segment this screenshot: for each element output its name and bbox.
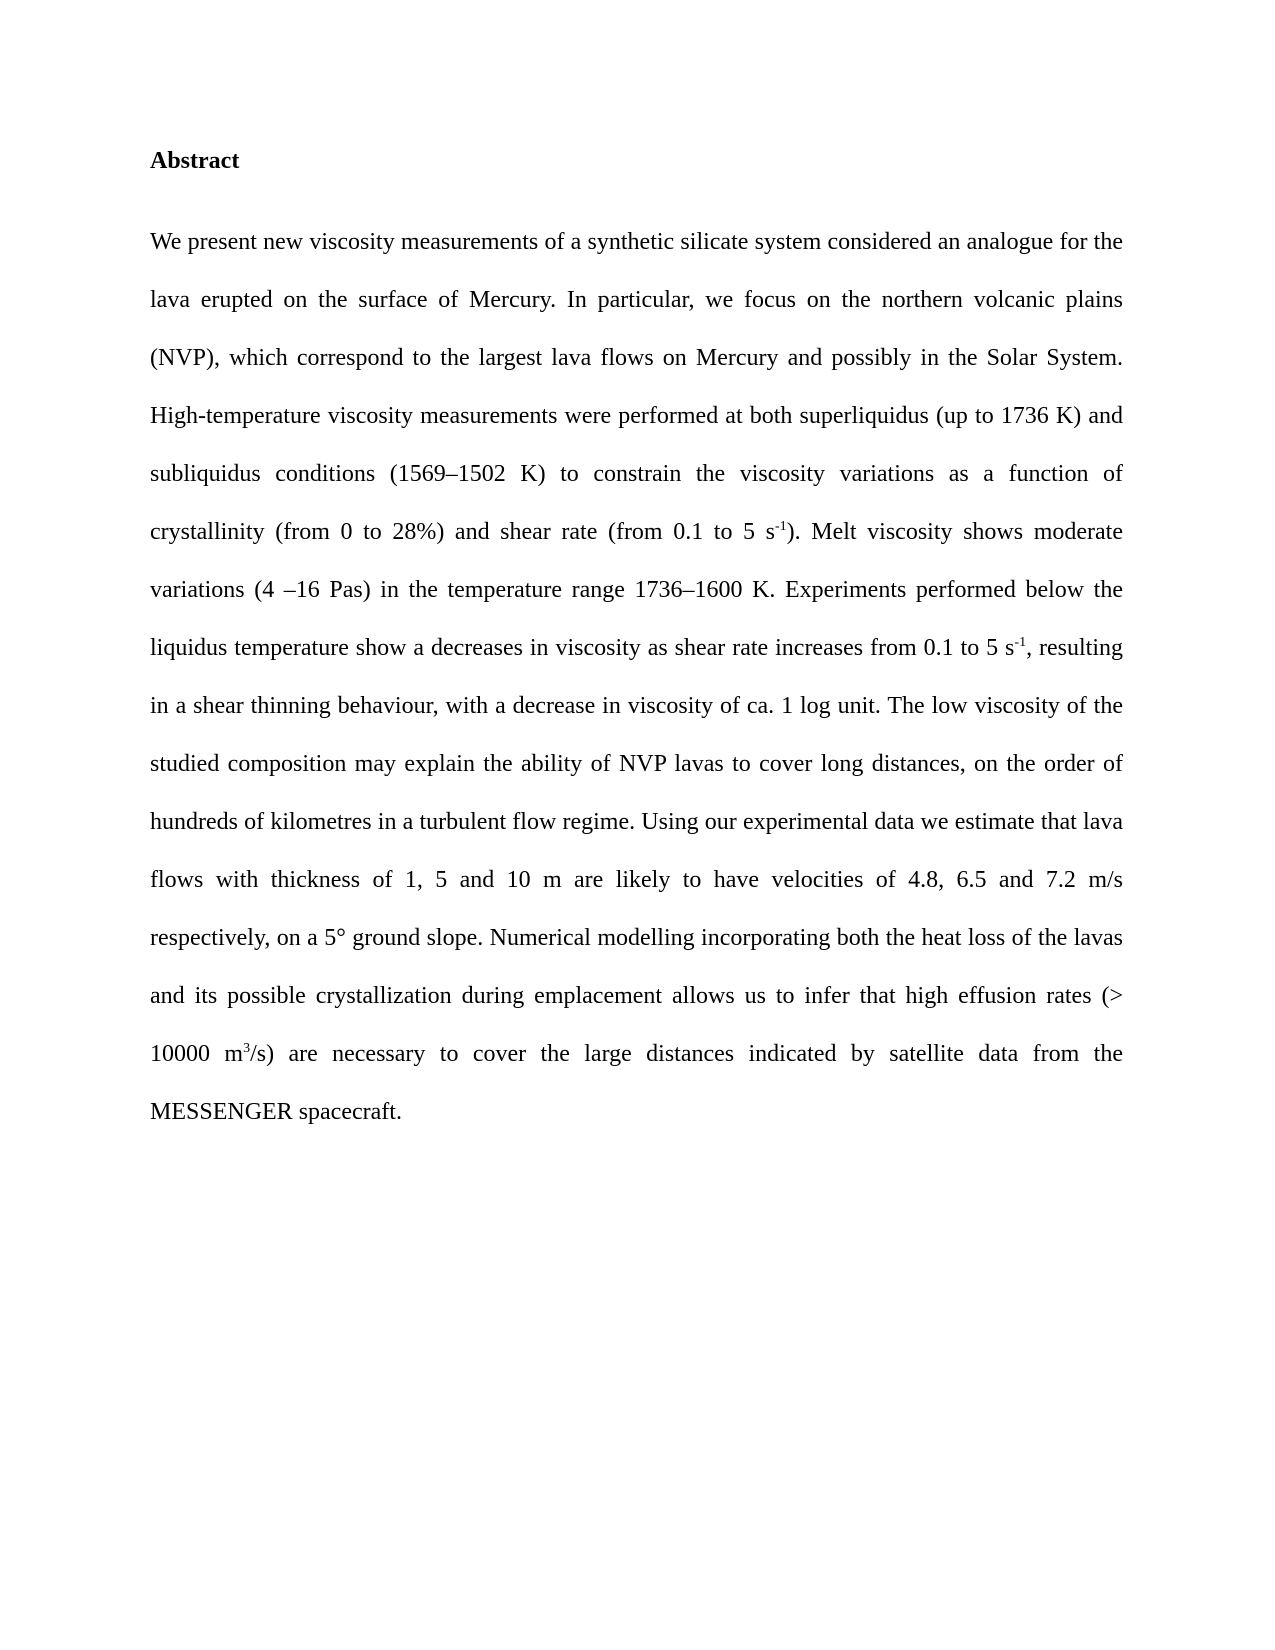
superscript-exponent: -1: [774, 519, 787, 534]
abstract-heading: Abstract: [150, 148, 240, 174]
abstract-text-segment: , resulting in a shear thinning behaviour, with a decrease in viscosity of ca. 1 log unit. The low viscosity of the studied composition may explain the ability of NVP lavas to cover long distances, on the order of hundreds of kilometres in a turbulent flow regime. Using our experimental data we estimate that lava flows with thickness of 1, 5 and 10 m are likely to have velocities of 4.8, 6.5 and 7.2 m/s respectively, on a 5° ground slope. Numerical modelling incorporating both the heat loss of the lavas and its possible crystallization during emplacement allows us to infer that high effusion rates (> 10000 m: [150, 635, 1123, 1067]
superscript-exponent: 3: [243, 1041, 251, 1056]
abstract-text-segment: ). Melt viscosity shows moderate variations (4 –16 Pas) in the temperature range 1736–1600 K. Experiments performed below the liquidus temperature show a decreases in viscosity as shear rate increases from 0.1 to 5 s: [150, 519, 1123, 661]
superscript-exponent: -1: [1014, 635, 1027, 650]
abstract-paragraph: [150, 213, 1123, 1141]
abstract-text-segment: We present new viscosity measurements of a synthetic silicate system considered an analogue for the lava erupted on the surface of Mercury. In particular, we focus on the northern volcanic plains (NVP), which correspond to the largest lava flows on Mercury and possibly in the Solar System. High-temperature viscosity measurements were performed at both superliquidus (up to 1736 K) and subliquidus conditions (1569–1502 K) to constrain the viscosity variations as a function of crystallinity (from 0 to 28%) and shear rate (from 0.1 to 5 s: [150, 229, 1123, 545]
abstract-text-segment: /s) are necessary to cover the large distances indicated by satellite data from the MESSENGER spacecraft.: [150, 1041, 1123, 1125]
